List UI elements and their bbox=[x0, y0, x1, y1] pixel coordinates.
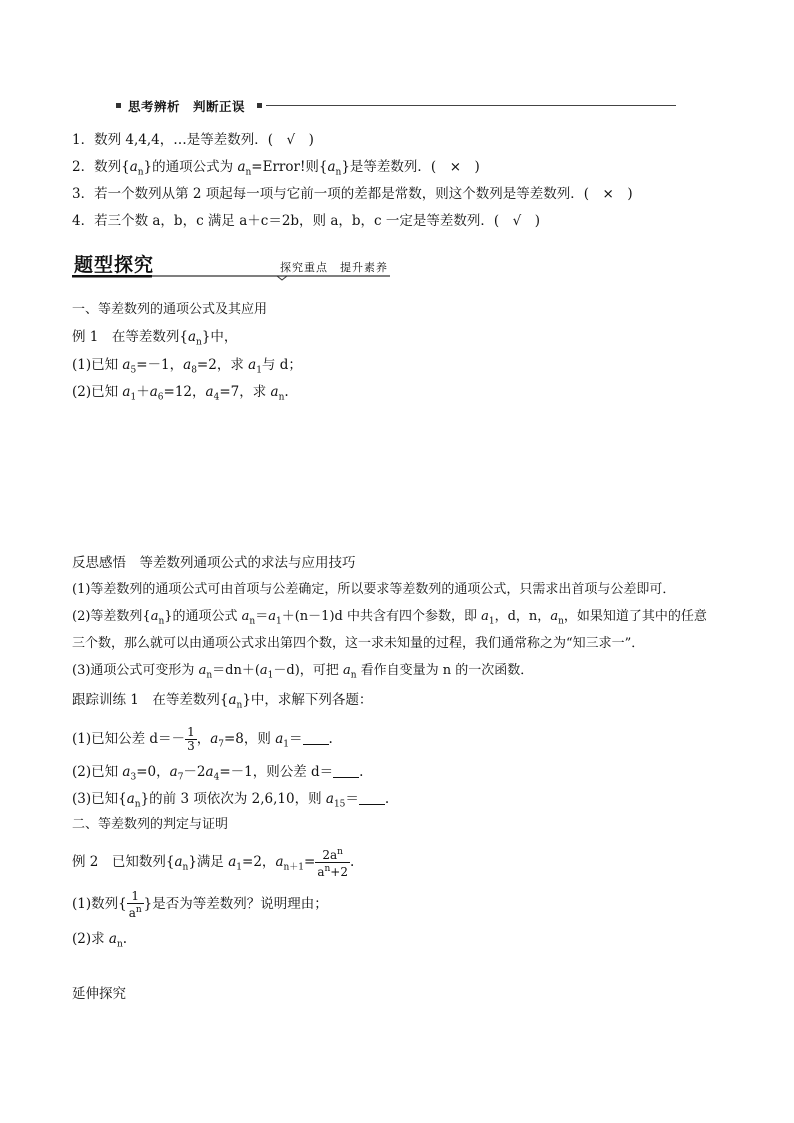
bullet-square-icon bbox=[257, 103, 262, 108]
example-1-q2: (2)已知 $a_1+a_6=12$，$a_4=7$，求 $a_n$. bbox=[72, 384, 289, 403]
judge-heading-label: 思考辨析 判断正误 bbox=[128, 99, 246, 114]
extend-title: 延伸探究 bbox=[72, 986, 126, 1002]
section-title: 题型探究 bbox=[74, 254, 155, 276]
section-subtitle: 探究重点 提升素养 bbox=[280, 261, 388, 274]
track-title: 跟踪训练 1 在等差数列$\{a_n\}$中，求解下列各题： bbox=[72, 692, 373, 711]
answer-blank[interactable] bbox=[359, 792, 385, 805]
judge-item-3: 3．若一个数列从第 2 项起每一项与它前一项的差都是常数，则这个数列是等差数列．( × ) bbox=[72, 186, 633, 202]
reflect-line-4: (3)通项公式可变形为 $a_n=dn+(a_1-d)$，可把 $a_n$ 看作自变量为 n 的一次函数． bbox=[72, 663, 534, 681]
banner-underline bbox=[72, 275, 390, 282]
example-1: 例 1 在等差数列$\{a_n\}$中， bbox=[72, 329, 238, 348]
answer-blank[interactable] bbox=[333, 765, 359, 778]
part2-title: 二、等差数列的判定与证明 bbox=[72, 817, 229, 832]
judge-item-1: 1．数列 4,4,4，…是等差数列．( √ ) bbox=[72, 132, 314, 148]
example-1-q1: (1)已知 $a_5=-1$，$a_8=2$，求 $a_1$与 d； bbox=[72, 357, 302, 376]
reflect-title: 反思感悟 等差数列通项公式的求法与应用技巧 bbox=[72, 555, 356, 571]
reflect-line-2: (2)等差数列$\{a_n\}$的通项公式 $a_n=a_1+(n-1)d$ 中共含有四个参数，即 $a_1$，d，n，$a_n$，如果知道了其中的任意 bbox=[72, 609, 707, 627]
track-q2: (2)已知 $a_3=0$，$a_7-2a_4=-1$，则公差 d＝ . bbox=[72, 764, 364, 783]
judge-item-4: 4．若三个数 a，b，c 满足 a＋c＝2b，则 a，b，c 一定是等差数列．( √ ) bbox=[72, 213, 541, 229]
fraction: $\frac{1}{3}$ bbox=[187, 725, 195, 753]
reflect-line-1: (1)等差数列的通项公式可由首项与公差确定，所以要求等差数列的通项公式，只需求出首项与公差即可． bbox=[72, 582, 676, 597]
judge-heading bbox=[116, 98, 676, 114]
fraction: $\frac{2a^n}{a^n+2}$ bbox=[317, 847, 348, 879]
section-banner bbox=[72, 250, 390, 282]
fraction: $\frac{1}{a^n}$ bbox=[128, 888, 142, 920]
reflect-line-3: 三个数，那么就可以由通项公式求出第四个数，这一求未知量的过程，我们通常称之为“知三求一”． bbox=[72, 636, 645, 651]
answer-blank[interactable] bbox=[303, 732, 329, 745]
divider bbox=[266, 105, 676, 106]
example-2-q1: (1)数列{ $\frac{1}{a^n}$ }是否为等差数列？说明理由； bbox=[72, 888, 328, 920]
track-q1: (1)已知公差 d＝－ $\frac{1}{3}$ ，$a_7=8$，则 $a_1=$ . bbox=[72, 725, 333, 753]
bullet-square-icon bbox=[116, 103, 121, 108]
judge-item-2: 2．数列$\{a_n\}$的通项公式为 $a_n=Error$!则$\{a_n\}$是等差数列．( × ) bbox=[72, 159, 480, 178]
track-q3: (3)已知$\{a_n\}$的前 3 项依次为 2,6,10，则 $a_{15}=$ . bbox=[72, 791, 390, 810]
part1-title: 一、等差数列的通项公式及其应用 bbox=[72, 302, 268, 317]
example-2: 例 2 已知数列$\{a_n\}$满足 $a_1=2$，$a_{n+1}=$ $\frac{2a^n}{a^n+2}$ . bbox=[72, 847, 355, 879]
example-2-q2: (2)求 $a_n$. bbox=[72, 931, 128, 950]
